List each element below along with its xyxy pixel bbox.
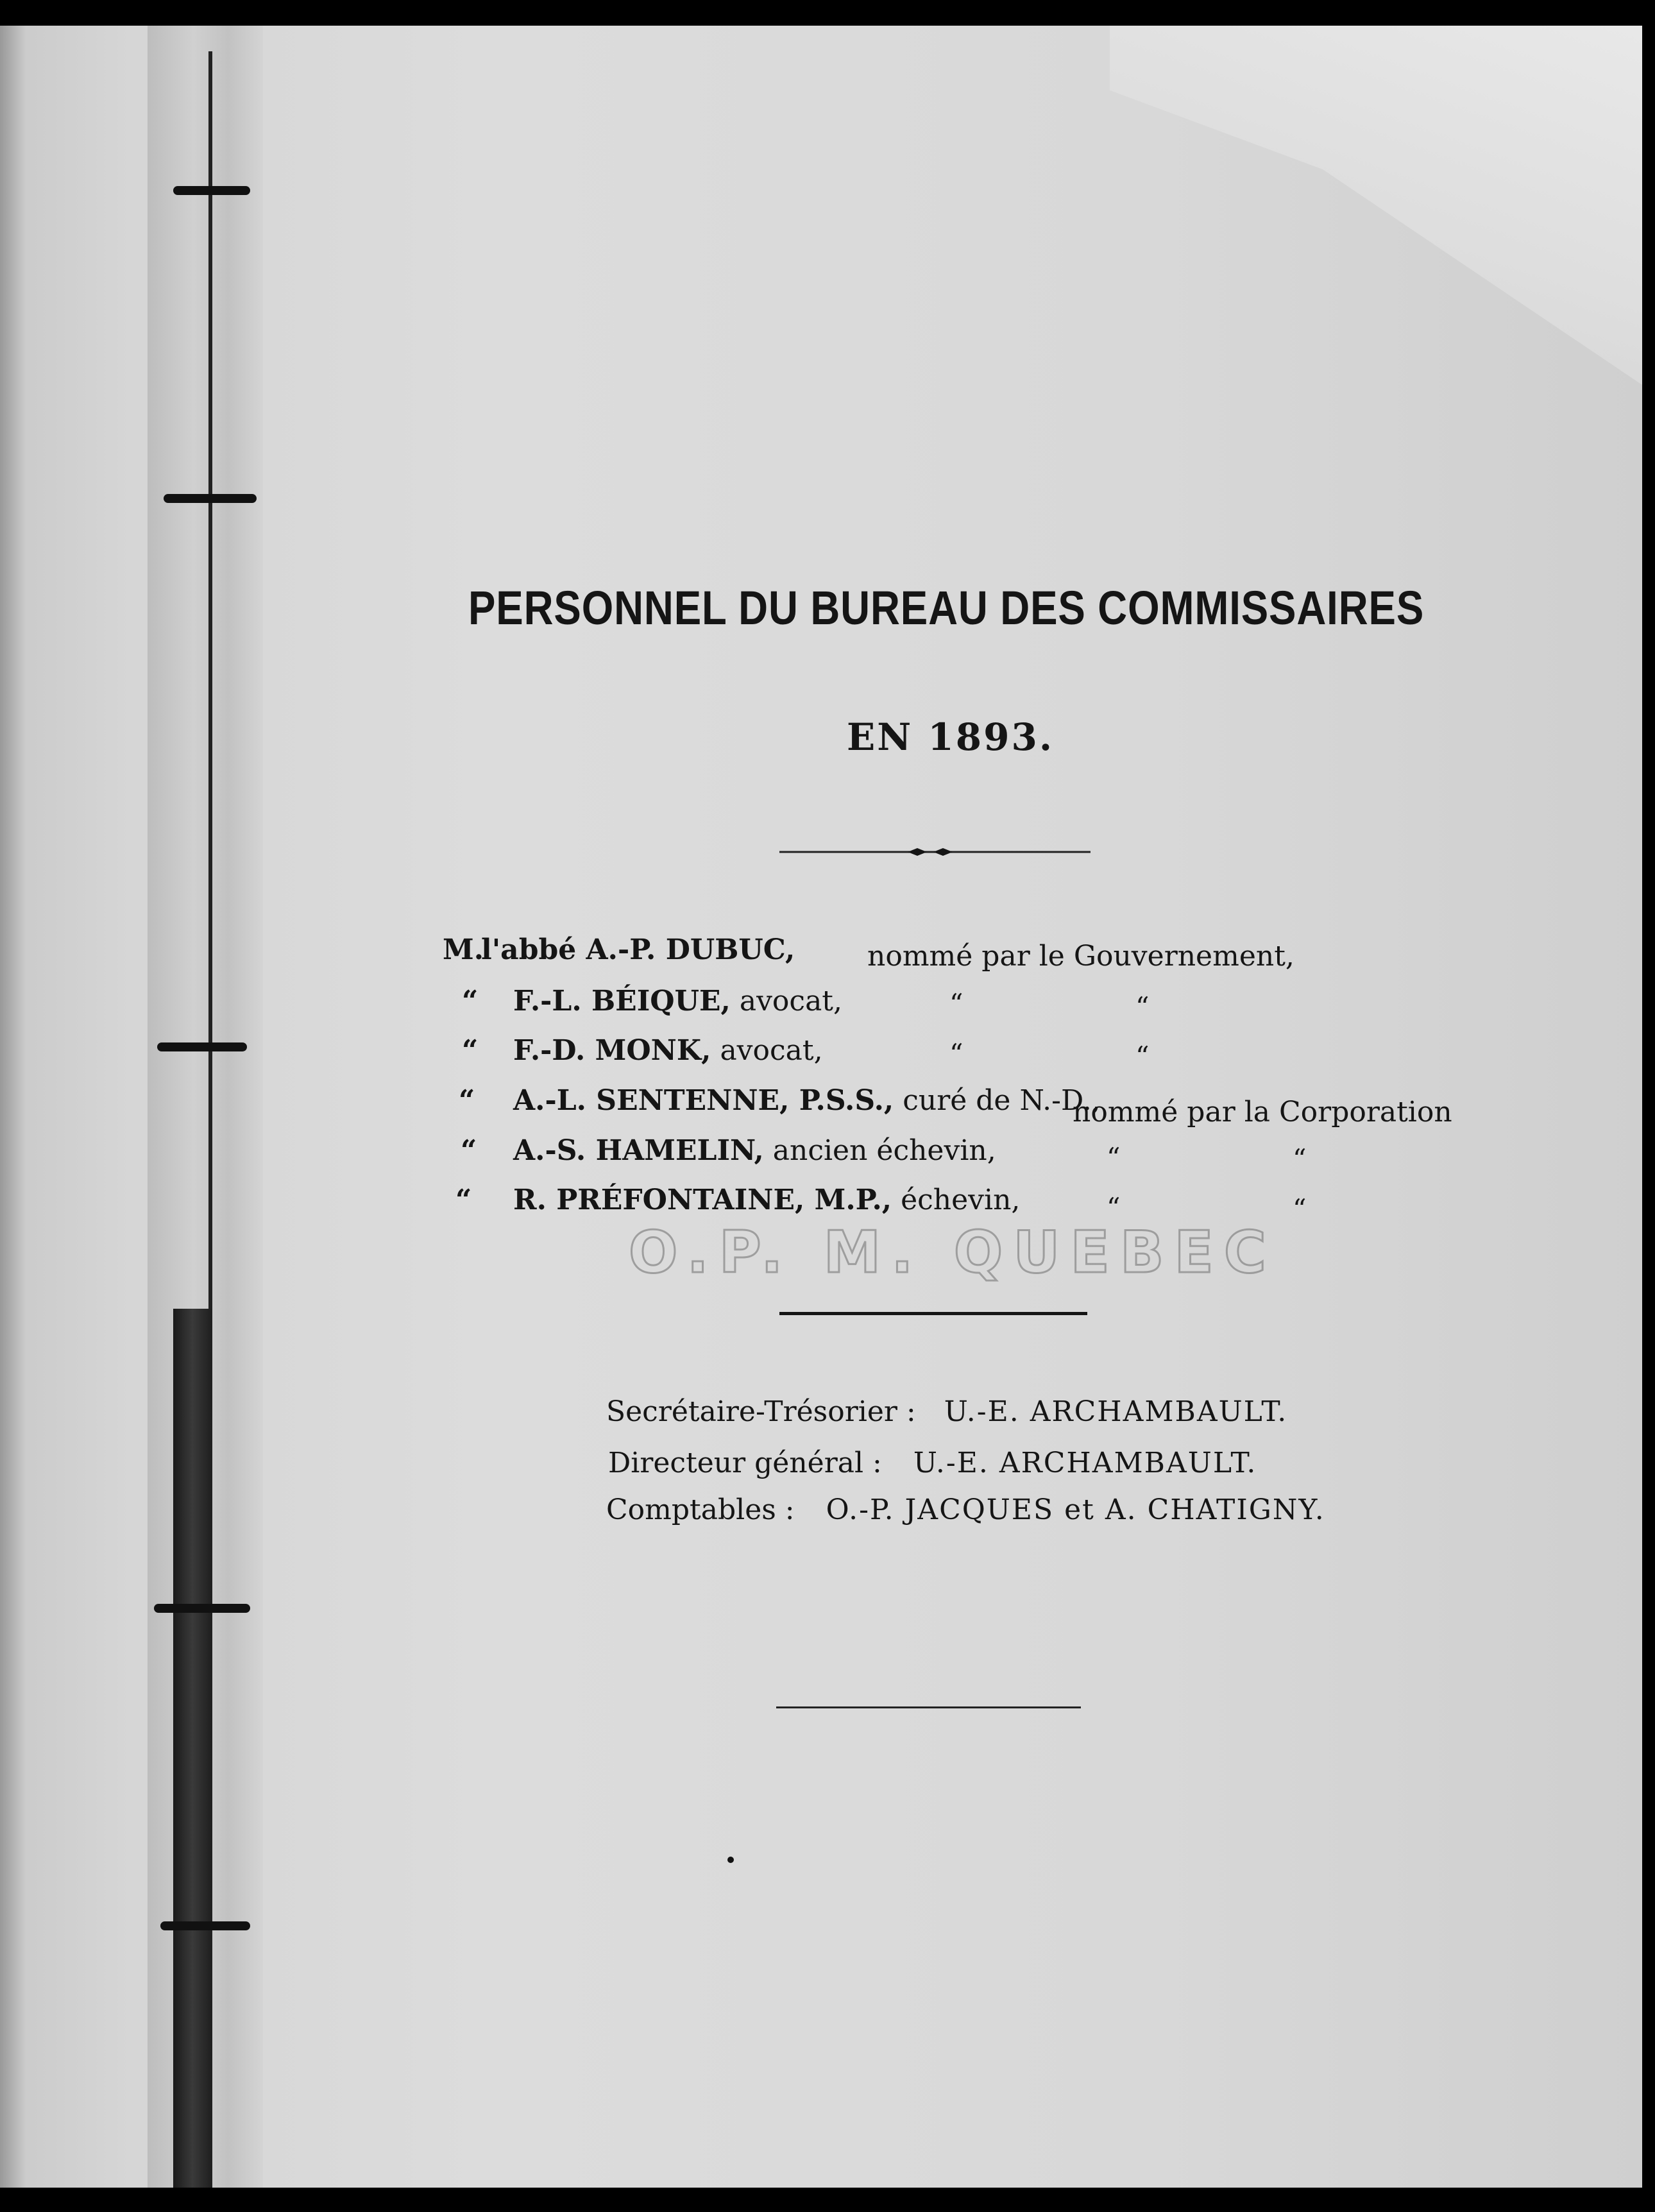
binding-stitch [154, 1604, 250, 1613]
ditto-mark: “ [1293, 1143, 1307, 1175]
member-name: l'abbé A.-P. DUBUC, [481, 933, 795, 966]
member-detail: curé de N.-D., [903, 1084, 1101, 1117]
binding-stitch [173, 186, 250, 195]
member-detail: avocat, [739, 985, 842, 1017]
page-title: PERSONNEL DU BUREAU DES COMMISSAIRES [468, 581, 1425, 634]
member-prefix: “ [462, 985, 479, 1017]
ink-dot [727, 1857, 734, 1863]
ditto-mark: “ [1293, 1193, 1307, 1225]
staff-value: U.-E. ARCHAMBAULT. [913, 1447, 1257, 1479]
member-prefix: “ [459, 1084, 475, 1117]
binding-dark-strip [173, 1309, 212, 2188]
ditto-mark: “ [1107, 1142, 1121, 1173]
page-edge-shadow [0, 26, 26, 2188]
member-detail: ancien échevin, [772, 1134, 996, 1167]
binding-stitch [157, 1042, 247, 1051]
staff-label: Comptables : [606, 1493, 795, 1526]
member-appointed-by: nommé par le Gouvernement, [867, 940, 1294, 973]
member-name: A.-L. SENTENNE, P.S.S., [513, 1084, 894, 1117]
closing-divider [776, 1706, 1081, 1708]
binding-stitch [164, 494, 257, 503]
member-name: R. PRÉFONTAINE, M.P., [513, 1184, 892, 1216]
ditto-mark: “ [949, 988, 963, 1019]
member-prefix: M. [443, 933, 484, 966]
member-appointed-by: nommé par la Corporation [1073, 1096, 1452, 1128]
ditto-mark: “ [1135, 1041, 1150, 1072]
member-prefix: “ [461, 1134, 477, 1167]
staff-label: Directeur général : [608, 1447, 882, 1479]
staff-label: Secrétaire-Trésorier : [606, 1395, 916, 1428]
ditto-mark: “ [1107, 1192, 1121, 1223]
perforated-stamp: O.P. M. QUEBEC [629, 1219, 1277, 1286]
page-subtitle-year: EN 1893. [847, 715, 1055, 759]
member-prefix: “ [455, 1184, 472, 1216]
ditto-mark: “ [949, 1038, 963, 1069]
section-divider [779, 1312, 1087, 1315]
member-name: F.-D. MONK, [513, 1034, 711, 1067]
member-name: F.-L. BÉIQUE, [513, 985, 731, 1017]
list-item [606, 1493, 1325, 1526]
member-name: A.-S. HAMELIN, [513, 1134, 764, 1167]
member-prefix: “ [462, 1034, 479, 1067]
list-item [608, 1447, 1257, 1479]
list-item [606, 1395, 1287, 1428]
ornament-divider [779, 847, 1091, 857]
member-detail: échevin, [901, 1184, 1021, 1216]
staff-value: O.-P. JACQUES et A. CHATIGNY. [826, 1493, 1325, 1526]
staff-value: U.-E. ARCHAMBAULT. [944, 1395, 1288, 1428]
binding-stitch [160, 1921, 250, 1930]
ditto-mark: “ [1135, 991, 1150, 1023]
member-detail: avocat, [720, 1034, 823, 1067]
